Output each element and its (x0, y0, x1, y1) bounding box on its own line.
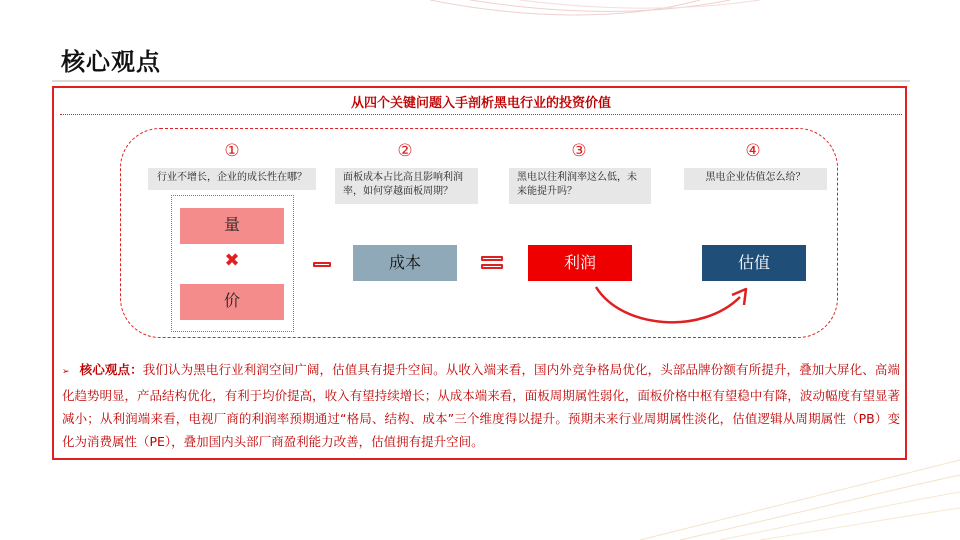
page-title: 核心观点 (61, 48, 161, 76)
subtitle-divider (60, 114, 902, 115)
core-view-paragraph (62, 358, 900, 453)
question-3-number: ③ (571, 141, 587, 161)
price-box: 价 (180, 284, 284, 320)
question-3-box: 黑电以往利润率这么低，未来能提升吗？ (509, 168, 651, 204)
title-divider (52, 80, 910, 82)
core-view-text: 我们认为黑电行业利润空间广阔，估值具有提升空间。从收入端来看，国内外竞争格局优化，头部品牌份额有所提升，叠加大屏化、高端化趋势明显，产品结构优化，有利于均价提高，收入有望持续增长；从成本端来看，面板周期属性弱化，面板价格中枢有望稳中有降，波动幅度有望显著减小；从利润端来看，电视厂商的利润率预期通过“格局、结构、成本”三个维度得以提升。预期未来行业周期属性淡化，估值逻辑从周期属性（PB）变化为消费属性（PE），叠加国内头部厂商盈利能力改善，估值拥有提升空间。 (62, 362, 900, 449)
question-2-number: ② (397, 141, 413, 161)
question-4-number: ④ (745, 141, 761, 161)
profit-box: 利润 (528, 245, 632, 281)
core-view-label: 核心观点： (79, 362, 143, 377)
cost-box: 成本 (353, 245, 457, 281)
question-1-number: ① (224, 141, 240, 161)
question-2-box: 面板成本占比高且影响利润率，如何穿越面板周期？ (335, 168, 478, 204)
minus-icon (313, 262, 331, 267)
volume-box: 量 (180, 208, 284, 244)
question-4-box: 黑电企业估值怎么给？ (684, 168, 827, 190)
equals-icon (481, 256, 503, 270)
question-1-box: 行业不增长，企业的成长性在哪？ (148, 168, 316, 190)
frame-subtitle: 从四个关键问题入手剖析黑电行业的投资价值 (350, 96, 611, 111)
valuation-box: 估值 (702, 245, 806, 281)
bullet-icon: ➢ (62, 367, 70, 377)
multiply-icon: ✖ (224, 250, 240, 271)
profit-to-valuation-arrow-icon (592, 285, 772, 330)
